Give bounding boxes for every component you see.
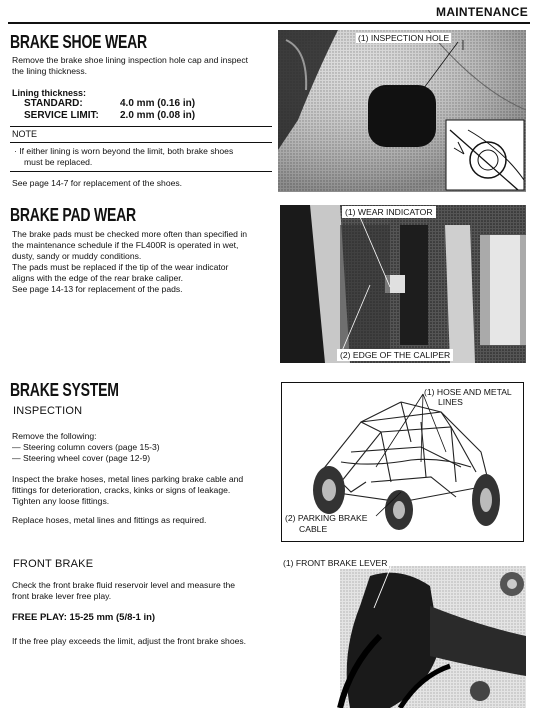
pad-line: The brake pads must be checked more often than specified in	[12, 229, 248, 239]
parking-cable-callout	[285, 513, 367, 535]
note-rule-bottom	[10, 171, 272, 172]
callout-line: LINES	[438, 397, 463, 407]
note-line: must be replaced.	[24, 157, 93, 167]
inspect-line: Tighten any loose fittings.	[12, 496, 110, 506]
pad-line: the maintenance schedule if the FL400R is operated in wet,	[12, 240, 239, 250]
intro-line: Remove the brake shoe lining inspection hole cap and inspect	[12, 55, 249, 65]
inspect-text	[12, 474, 274, 507]
inspect-line: fittings for deterioration, cracks, kinks or signs of leakage.	[12, 485, 231, 495]
page-header	[8, 4, 530, 24]
brake-shoe-intro	[12, 55, 274, 77]
note-text	[14, 146, 274, 168]
replace-line: Replace hoses, metal lines and fittings as required.	[12, 515, 207, 525]
inspection-hole-callout: (1) INSPECTION HOLE	[358, 33, 450, 43]
inspect-line: Inspect the brake hoses, metal lines parking brake cable and	[12, 474, 244, 484]
remove-list	[12, 431, 274, 464]
note-label: NOTE	[12, 129, 38, 139]
remove-heading: Remove the following:	[12, 431, 97, 441]
note-rule-mid	[10, 142, 272, 143]
pad-line: aligns with the edge of the rear brake caliper.	[12, 273, 184, 283]
note-line: · If either lining is worn beyond the limit, both brake shoes	[14, 146, 234, 156]
wear-indicator-photo	[280, 205, 526, 363]
pad-line: dusty, sandy or muddy conditions.	[12, 251, 142, 261]
section-title: MAINTENANCE	[436, 5, 528, 19]
front-brake-lever-callout: (1) FRONT BRAKE LEVER	[283, 558, 388, 568]
front-brake-lever-leader	[370, 562, 410, 612]
hose-lines-callout	[424, 387, 512, 407]
intro-line: the lining thickness.	[12, 66, 87, 76]
callout-line: (1) HOSE AND METAL	[424, 387, 512, 397]
callout-line: (2) PARKING BRAKE	[285, 513, 368, 523]
pad-line: The pads must be replaced if the tip of the wear indicator	[12, 262, 229, 272]
wear-indicator-callout: (1) WEAR INDICATOR	[342, 206, 436, 218]
callout-line: CABLE	[299, 524, 328, 534]
brake-system-title: BRAKE SYSTEM	[10, 380, 119, 400]
adjust-line: If the free play exceeds the limit, adjust the front brake shoes.	[12, 636, 247, 646]
brake-pad-text	[12, 229, 274, 295]
pad-line: See page 14-13 for replacement of the pads.	[12, 284, 183, 294]
lining-thickness-heading: Lining thickness:	[12, 88, 87, 98]
inspection-subtitle: INSPECTION	[13, 405, 83, 417]
brake-pad-title: BRAKE PAD WEAR	[10, 205, 136, 225]
front-brake-line: front brake lever free play.	[12, 591, 112, 601]
front-brake-line: Check the front brake fluid reservoir level and measure the	[12, 580, 236, 590]
brake-shoe-title: BRAKE SHOE WEAR	[10, 32, 147, 52]
standard-label: STANDARD:	[24, 98, 83, 109]
remove-item: — Steering column covers (page 15-3)	[12, 442, 160, 452]
service-limit-label: SERVICE LIMIT:	[24, 110, 99, 121]
wear-indicator-leaders	[320, 215, 400, 355]
service-limit-value: 2.0 mm (0.08 in)	[120, 110, 196, 121]
remove-item: — Steering wheel cover (page 12-9)	[12, 453, 151, 463]
standard-value: 4.0 mm (0.16 in)	[120, 98, 196, 109]
caliper-edge-callout: (2) EDGE OF THE CALIPER	[337, 349, 453, 361]
see-page-shoes: See page 14-7 for replacement of the shoes.	[12, 178, 183, 188]
front-brake-title: FRONT BRAKE	[13, 558, 94, 570]
front-brake-text	[12, 580, 274, 602]
note-rule-top	[10, 126, 272, 127]
free-play-spec: FREE PLAY: 15-25 mm (5/8-1 in)	[12, 612, 156, 623]
inspection-hole-leader	[400, 40, 460, 100]
